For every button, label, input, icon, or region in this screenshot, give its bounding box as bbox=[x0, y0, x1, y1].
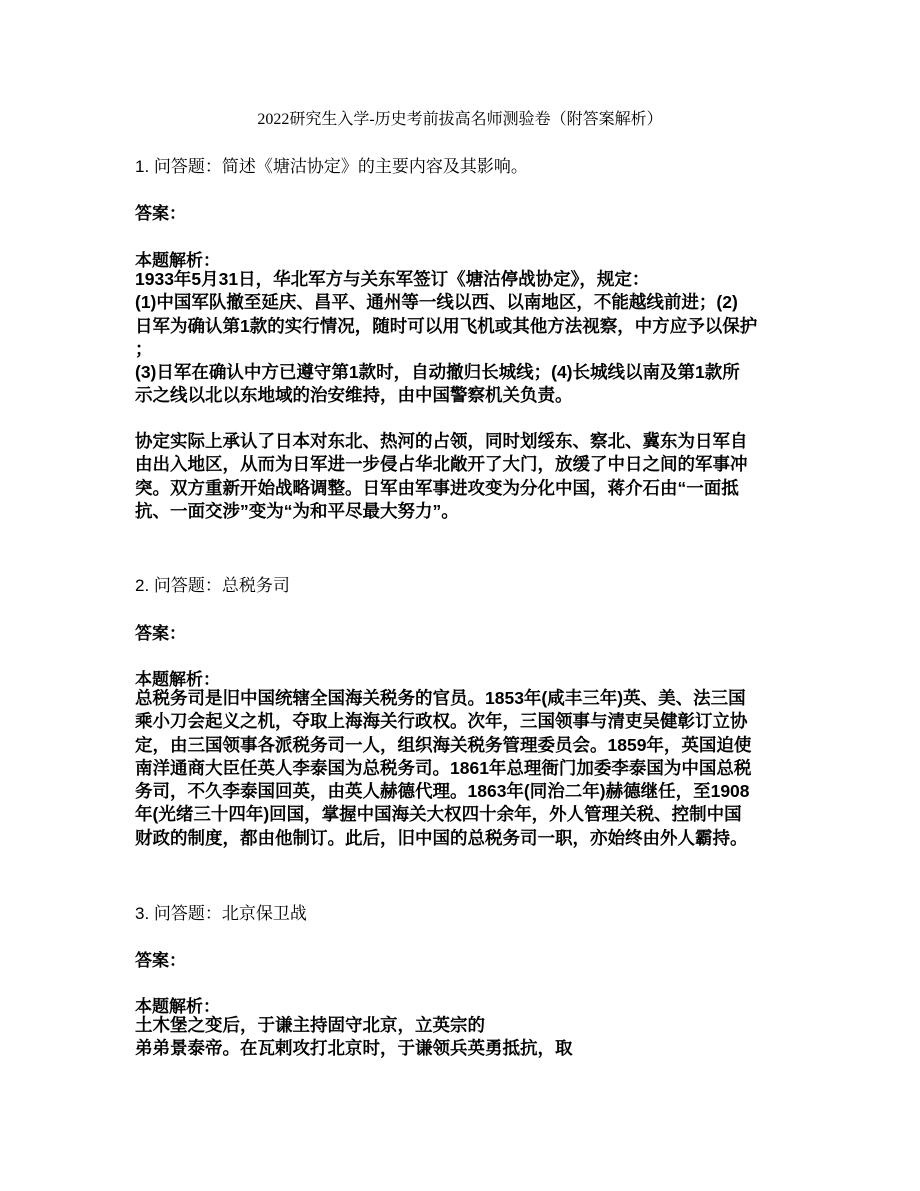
analysis-text-1 bbox=[135, 268, 795, 408]
text-line: (1)中国军队撤至延庆、昌平、通州等一线以西、以南地区，不能越线前进；(2) bbox=[135, 292, 738, 313]
text-line: 1933年5月31日，华北军方与关东军签订《塘沽停战协定》，规定： bbox=[135, 269, 650, 289]
question-2: 2. 问答题：总税务司 bbox=[135, 576, 290, 595]
text-line: (3)日军在确认中方已遵守第1款时，自动撤归长城线；(4)长城线以南及第1款所 bbox=[135, 362, 740, 383]
question-1: 1. 问答题：简述《塘沽协定》的主要内容及其影响。 bbox=[135, 157, 528, 176]
analysis-text-1b bbox=[135, 430, 795, 523]
text-line: 日军为确认第1款的实行情况，随时可以用飞机或其他方法视察，中方应予以保护 bbox=[135, 315, 758, 336]
text-line: 年(光绪三十四年)回国，掌握中国海关大权四十余年，外人管理关税、控制中国 bbox=[135, 804, 742, 825]
text-line: 定，由三国领事各派税务司一人，组织海关税务管理委员会。1859年，英国迫使 bbox=[135, 734, 752, 755]
text-line: 抗、一面交涉”变为“为和平尽最大努力”。 bbox=[135, 500, 459, 521]
text-line: 务司，不久李泰国回英，由英人赫德代理。1863年(同治二年)赫德继任，至1908 bbox=[135, 781, 750, 802]
text-line: 协定实际上承认了日本对东北、热河的占领，同时划绥东、察北、冀东为日军自 bbox=[135, 431, 748, 451]
analysis-label-2: 本题解析： bbox=[135, 670, 220, 689]
analysis-label-1: 本题解析： bbox=[135, 251, 220, 270]
document-title: 2022研究生入学-历史考前拔高名师测验卷（附答案解析） bbox=[257, 111, 663, 128]
text-line: 乘小刀会起义之机，夺取上海海关行政权。次年，三国领事与清吏吴健彰订立协 bbox=[135, 711, 748, 732]
analysis-text-3 bbox=[135, 1014, 795, 1061]
analysis-label-3: 本题解析： bbox=[135, 997, 220, 1016]
answer-label-1: 答案： bbox=[135, 204, 186, 223]
text-line: 弟弟景泰帝。在瓦剌攻打北京时，于谦领兵英勇抵抗，取 bbox=[135, 1038, 573, 1059]
question-3: 3. 问答题：北京保卫战 bbox=[135, 904, 307, 923]
text-line: ； bbox=[135, 338, 153, 359]
answer-label-2: 答案： bbox=[135, 624, 186, 643]
text-line: 土木堡之变后，于谦主持固守北京，立英宗的 bbox=[135, 1015, 485, 1035]
analysis-text-2 bbox=[135, 687, 795, 850]
text-line: 由出入地区，从而为日军进一步侵占华北敞开了大门，放缓了中日之间的军事冲 bbox=[135, 454, 748, 475]
text-line: 财政的制度，都由他制订。此后，旧中国的总税务司一职，亦始终由外人霸持。 bbox=[135, 827, 748, 848]
text-line: 总税务司是旧中国统辖全国海关税务的官员。1853年(咸丰三年)英、美、法三国 bbox=[135, 688, 746, 708]
text-line: 南洋通商大臣任英人李泰国为总税务司。1861年总理衙门加委李泰国为中国总税 bbox=[135, 757, 752, 778]
text-line: 突。双方重新开始战略调整。日军由军事进攻变为分化中国，蒋介石由“一面抵 bbox=[135, 477, 739, 498]
text-line: 示之线以北以东地域的治安维持，由中国警察机关负责。 bbox=[135, 385, 573, 406]
answer-label-3: 答案： bbox=[135, 951, 186, 970]
